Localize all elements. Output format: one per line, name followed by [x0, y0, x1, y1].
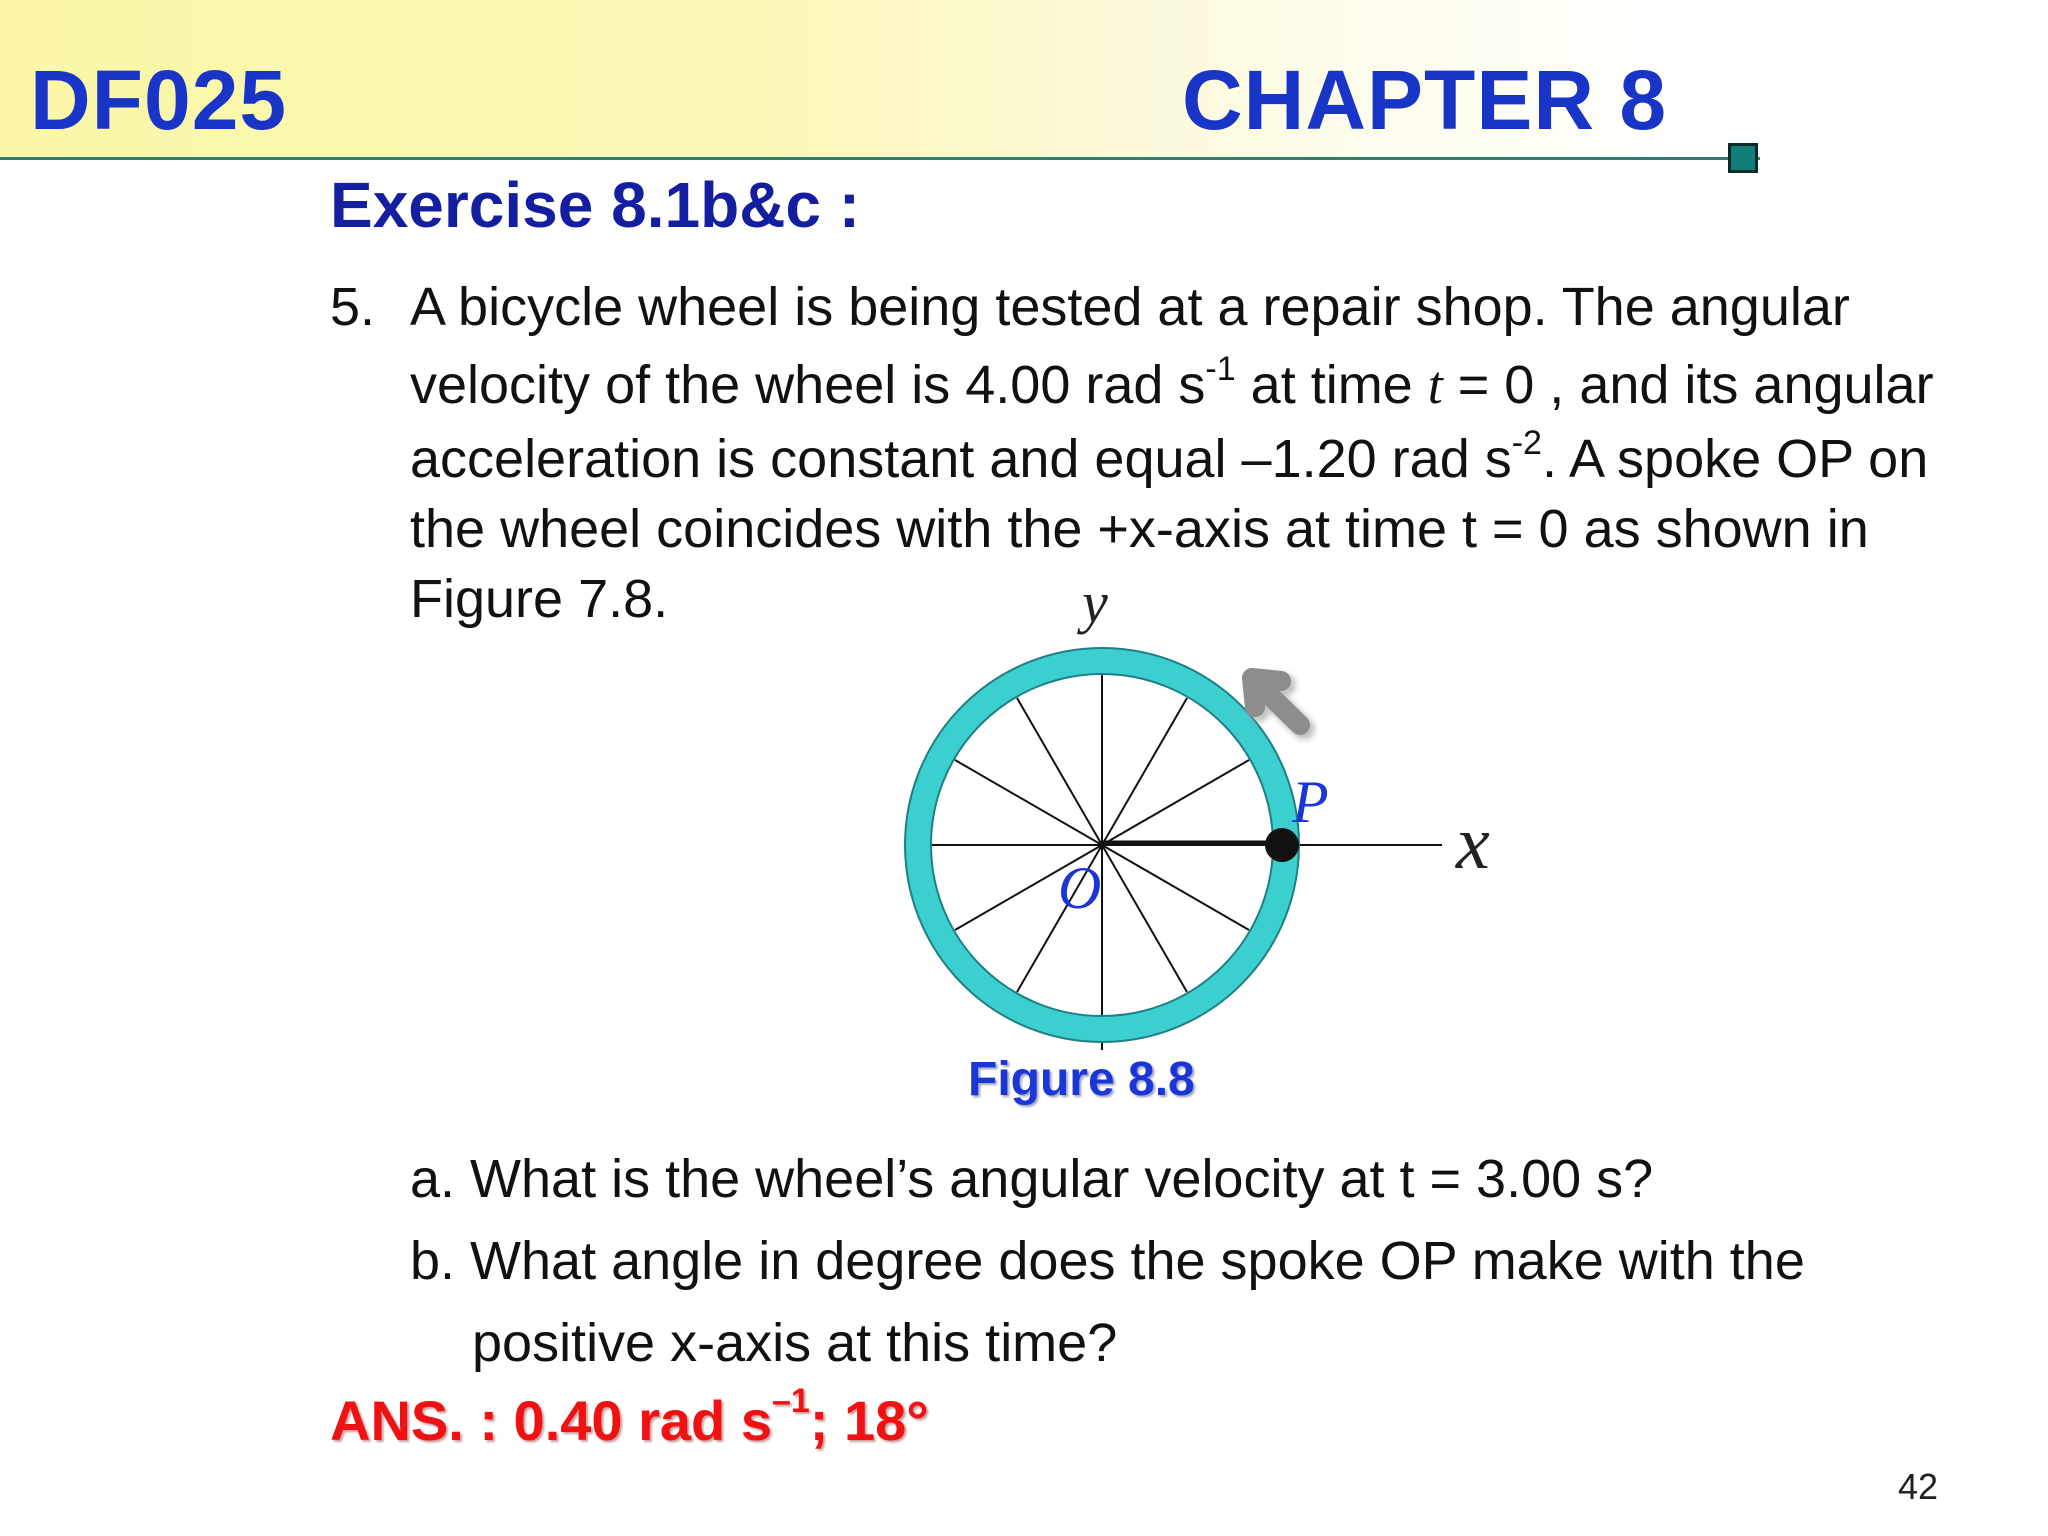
chapter-title: CHAPTER 8 — [1182, 53, 1668, 147]
spoke — [955, 760, 1102, 845]
unit-exponent: -1 — [1205, 350, 1236, 388]
spoke — [1102, 845, 1187, 992]
time-variable: t — [1427, 355, 1443, 415]
spoke — [1102, 845, 1249, 930]
question-line-3-text: acceleration is constant and equal –1.20 rad s — [410, 429, 1512, 489]
y-label: y — [1082, 570, 1108, 635]
spoke — [1102, 760, 1249, 845]
question-b-line-1: b. What angle in degree does the spoke OP make with the — [410, 1231, 1805, 1291]
question-line-2 — [410, 350, 1934, 416]
question-line-3-text-b: . A spoke OP on — [1541, 429, 1929, 489]
course-code: DF025 — [30, 53, 288, 147]
question-a: a. What is the wheel’s angular velocity at t = 3.00 s? — [410, 1149, 1654, 1209]
figure-caption: Figure 8.8 — [968, 1053, 1195, 1106]
answer-prefix: ANS. : 0.40 rad s — [330, 1389, 772, 1452]
p-label: P — [1292, 769, 1329, 835]
header-square-icon — [1728, 143, 1758, 173]
answer-exponent: –1 — [771, 1382, 810, 1420]
o-label: O — [1058, 855, 1102, 921]
question-number: 5. — [330, 277, 376, 337]
header-rule — [0, 157, 1760, 160]
question-line-1: A bicycle wheel is being tested at a repair shop. The angular — [410, 277, 1850, 337]
unit-exponent: -2 — [1511, 424, 1542, 462]
question-line-2-text: velocity of the wheel is 4.00 rad s — [410, 355, 1206, 415]
answer-suffix: ; 18° — [809, 1389, 929, 1452]
page-number: 42 — [1898, 1466, 1939, 1507]
question-line-3 — [410, 424, 1929, 490]
question-line-5: Figure 7.8. — [410, 569, 669, 629]
x-label: x — [1456, 801, 1490, 885]
question-line-2-text-b: at time — [1235, 355, 1428, 415]
question-line-4: the wheel coincides with the +x-axis at time t = 0 as shown in — [410, 499, 1869, 559]
wheel-figure — [880, 550, 1540, 1050]
spoke — [1102, 698, 1187, 845]
spoke — [1017, 698, 1102, 845]
answer — [330, 1382, 929, 1453]
question-b-line-2: positive x-axis at this time? — [472, 1313, 1118, 1373]
rotation-arrow-icon — [1252, 678, 1304, 729]
question-line-2-text-c: = 0 , and its angular — [1442, 355, 1934, 415]
exercise-title: Exercise 8.1b&c : — [330, 169, 861, 241]
